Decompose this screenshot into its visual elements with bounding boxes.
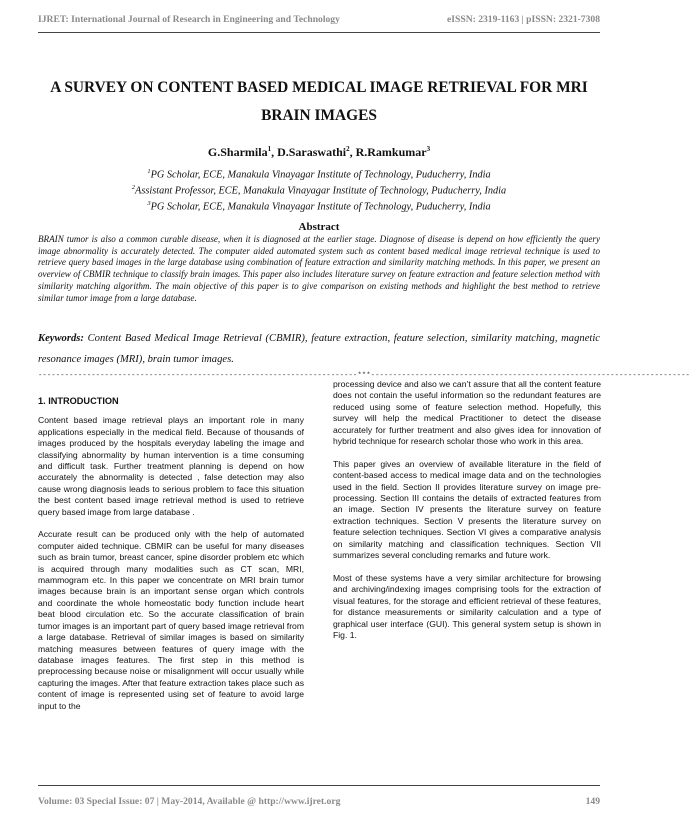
paper-title: A SURVEY ON CONTENT BASED MEDICAL IMAGE RETRIEVAL FOR MRI BRAIN IMAGES [50, 79, 588, 124]
running-footer [38, 796, 600, 810]
issn-number: eISSN: 2319-1163 | pISSN: 2321-7308 [447, 14, 600, 25]
abstract-text: BRAIN tumor is also a common curable disease, when it is diagnosed at the earlier stage. Diagnose of disease is depend on how efficiently the query image abnormality is accurately detected. The computer aided automated system such as content based medical image retrieval technique is used to retrieve query based images in the large database using combination of feature extraction and similarity matching methods. In this paper, we present an overview of CBMIR technique to classify brain images. This paper also includes literature survey on feature extraction and feature selection method with similarity matching algorithm. The main objective of this paper is to give comparison on existing methods and highlight the best method to retrieve similar tumor image from a large database. [38, 234, 600, 303]
right-column [333, 379, 601, 653]
author-name: D.Saraswathi [277, 145, 347, 159]
author-sup: 2 [346, 145, 350, 153]
paragraph: Accurate result can be produced only with the help of automated computer aided technique. CBMIR can be useful for many diseases such as brain tumor, breast cancer, spine disorder problem etc which is acquired through many modalities such as CT scan, MRI, mammogram etc. In this paper we concentrate on MRI brain tumor images because brain is an important sense organ which controls and coordinate the whole homeostatic body function include heart beat blood circulation etc. So the accurate classification of brain tumor images is an important part of query based image retrieval from a large database. Retrieval of similar images is based on similarity matching measures between features of query image with the database images features. The first step in this method is preprocessing because noise or misalignment will occur usually while capturing the images. After that feature extraction takes place such as content of image is represented using set of feature to avoid large input to the [38, 529, 304, 711]
abstract-heading: Abstract [298, 221, 340, 233]
author-sup: 3 [426, 145, 431, 153]
author-name: G.Sharmila [207, 145, 268, 159]
left-column [38, 396, 304, 723]
affiliation [0, 182, 638, 198]
author-sep: , [271, 145, 278, 159]
author-sup: 1 [267, 145, 272, 153]
keywords-text: Content Based Medical Image Retrieval (CBMIR), feature extraction, feature selection, similarity matching, magnetic resonance images (MRI), brain tumor images. [38, 333, 600, 365]
paragraph: Most of these systems have a very similar architecture for browsing and archiving/indexing images comprising tools for the extraction of visual features, for the storage and efficient retrieval of these features, for distance measurements or similarity calculation and a type of graphical user interface (GUI). This general system setup is shown in Fig. 1. [333, 572, 601, 640]
journal-name: IJRET: International Journal of Research in Engineering and Technology [38, 14, 340, 25]
paragraph: This paper gives an overview of available literature in the field of content-based access to medical image data and on the technologies used in the field. Section II provides literature survey on image pre-processing. Section III contains the details of extracted features from an image. Section IV presents the literature survey on feature extraction techniques. Section V presents the literature survey on feature selection techniques. Section VI gives a comparative analysis on similarity matching and classification techniques. Section VII summarizes several concluding remarks and future work. [333, 458, 601, 561]
affiliation [0, 166, 638, 182]
running-header [38, 14, 600, 28]
author-name: R.Ramkumar [355, 145, 427, 159]
affiliation-list [0, 166, 638, 215]
affiliation [0, 198, 638, 214]
affiliation-sup: 2 [131, 184, 136, 192]
section-separator: ------------------------------------------------------------------------***------------------------------------------------------------------------ [38, 372, 690, 380]
affiliation-sup: 1 [147, 168, 151, 175]
page-number: 149 [585, 796, 600, 807]
footer-rule [38, 785, 600, 786]
affiliation-text: Assistant Professor, ECE, Manakula Vinayagar Institute of Technology, Puducherry, India [135, 185, 507, 197]
author-sep: , [349, 145, 356, 159]
affiliation-text: PG Scholar, ECE, Manakula Vinayagar Institute of Technology, Puducherry, India [150, 201, 491, 213]
keywords-label: Keywords: [38, 333, 84, 344]
author-list [0, 145, 638, 160]
header-rule [38, 32, 600, 33]
paragraph: processing device and also we can’t assure that all the content feature does not contain the useful information so the redundant features are reduced using some of feature selection method. Hopefully, this survey will help the medical Practitioner to detect the disease accurately for further treatment and also gives idea for innovation of hybrid technique for research scholar those who work in this area. [333, 379, 601, 447]
affiliation-sup: 3 [147, 200, 151, 208]
affiliation-text: PG Scholar, ECE, Manakula Vinayagar Institute of Technology, Puducherry, India [150, 169, 491, 181]
keywords [38, 328, 600, 370]
section-heading: 1. INTRODUCTION [38, 396, 119, 406]
volume-info: Volume: 03 Special Issue: 07 | May-2014, Available @ http://www.ijret.org [38, 796, 341, 807]
paragraph: Content based image retrieval plays an important role in many applications especially in the medical field. Because of thousands of images produced by the hospitals everyday labeling the image and classifying abnormality by human intervention is a time consuming and difficult task. Further treatment planning is depend on how accurately the abnormality is detected , false detection may also cause wrong diagnosis leads to serious problem to face this situation the best content based image retrieval method is used to retrieve query based image from large database . [38, 415, 304, 517]
